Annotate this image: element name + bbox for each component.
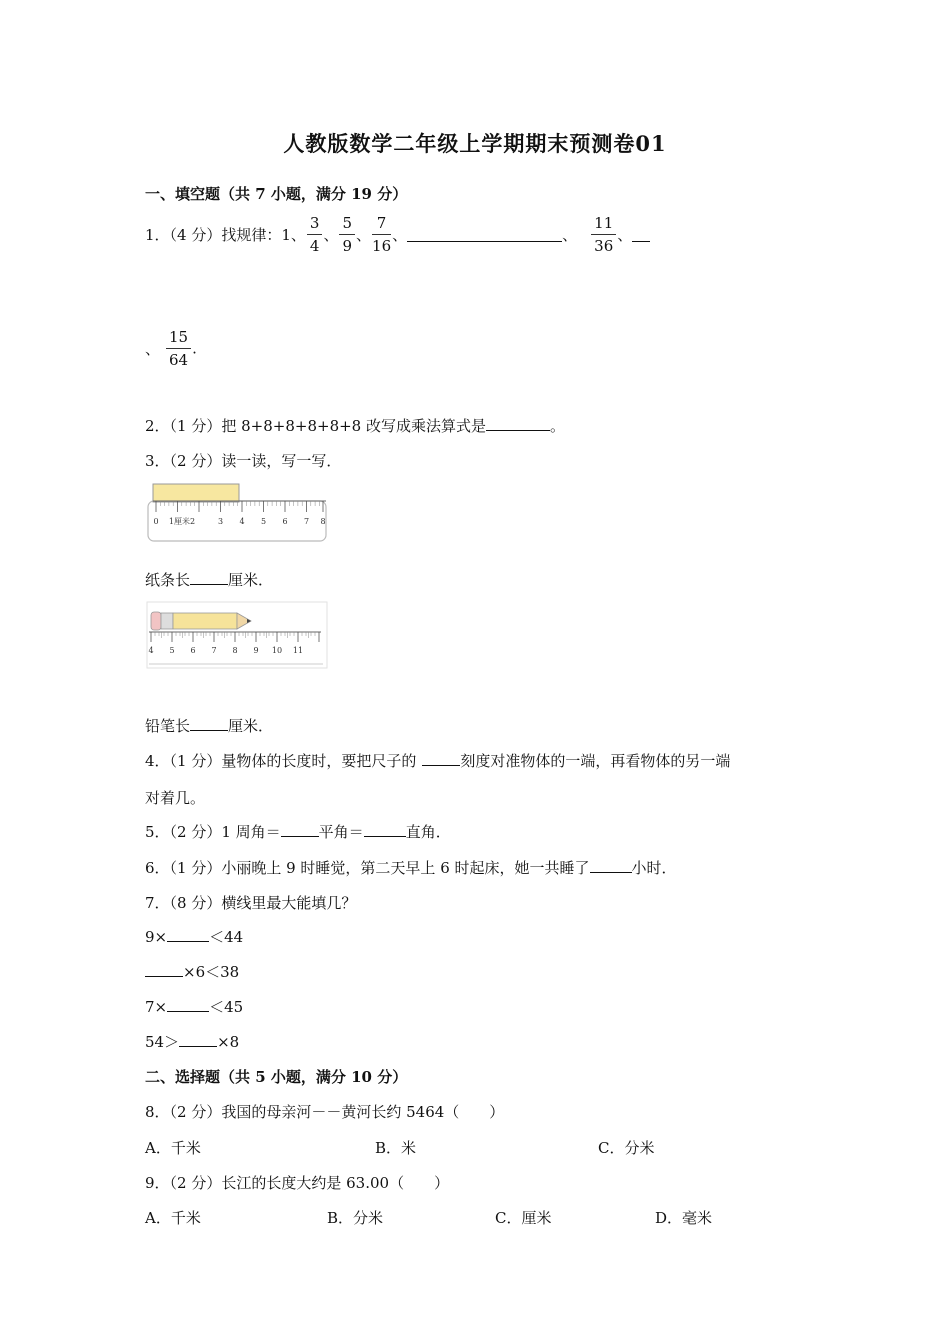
- ruler2-label: 11: [292, 646, 304, 655]
- answer-blank[interactable]: [407, 227, 562, 242]
- ruler1-label: 0: [153, 517, 159, 526]
- ruler1-label: 4: [239, 517, 245, 526]
- q7-line-4: 54＞ ×8: [145, 1033, 240, 1051]
- q8-option-c[interactable]: C．分米: [598, 1139, 655, 1157]
- question-2: 2．（1 分）把 8+8+8+8+8+8 改写成乘法算式是 。: [145, 417, 566, 435]
- answer-blank[interactable]: [590, 858, 632, 873]
- page-title: 人教版数学二年级上学期期末预测卷01: [283, 131, 667, 156]
- question-3: 3．（2 分）读一读，写一写．: [145, 452, 342, 470]
- answer-blank[interactable]: [190, 716, 228, 731]
- q8-option-b[interactable]: B．米: [375, 1139, 417, 1157]
- ruler1-label: 5: [260, 517, 267, 526]
- ruler2-label: 7: [211, 646, 217, 655]
- ruler-paper-strip-figure: [145, 478, 330, 546]
- q9-option-c[interactable]: C．厘米: [495, 1209, 552, 1227]
- ruler1-label: 1厘米2: [168, 517, 196, 526]
- ruler1-label: 7: [303, 517, 310, 526]
- question-6: 6．（1 分）小丽晚上 9 时睡觉，第二天早上 6 时起床，她一共睡了 小时．: [145, 859, 677, 877]
- question-9: 9．（2 分）长江的长度大约是 63.00（ ）: [145, 1174, 450, 1192]
- question-1: 1．（4 分）找规律：1、 $\frac{3}{4}$ 、 $\frac{5}{9}$ 、 $\frac{7}{16}$ 、 、 $\frac{11}{36}$ 、: [145, 214, 650, 255]
- ruler1-label: 6: [282, 517, 288, 526]
- q7-line-3: 7× ＜45: [145, 998, 244, 1016]
- q7-line-2: ×6＜38: [145, 961, 239, 982]
- q7-line-1: 9× ＜44: [145, 928, 244, 946]
- answer-blank[interactable]: [364, 822, 406, 837]
- q9-option-a[interactable]: A．千米: [145, 1209, 201, 1227]
- ruler2-label: 8: [232, 646, 238, 655]
- ruler1-label: 8: [320, 517, 326, 526]
- answer-blank[interactable]: [190, 570, 228, 585]
- fraction-7-16: $\frac{7}{16}$: [372, 214, 392, 255]
- answer-blank[interactable]: [167, 927, 209, 942]
- answer-blank[interactable]: [179, 1032, 217, 1047]
- question-3a: 纸条长 厘米．: [145, 571, 274, 589]
- ruler2-label: 4: [148, 646, 154, 655]
- question-5: 5．（2 分）1 周角＝ 平角＝ 直角．: [145, 823, 451, 841]
- q1-prefix: 1．（4 分）找规律：1、: [145, 226, 306, 244]
- ruler2-label: 5: [169, 646, 175, 655]
- ruler2-label: 9: [253, 646, 259, 655]
- answer-blank[interactable]: [145, 962, 183, 977]
- q9-option-d[interactable]: D．毫米: [655, 1209, 713, 1227]
- question-4: 4．（1 分）量物体的长度时，要把尺子的 刻度对准物体的一端，再看物体的另一端: [145, 752, 731, 770]
- fraction-15-64: $\frac{15}{64}$: [166, 328, 191, 369]
- question-3b: 铅笔长 厘米．: [145, 717, 274, 735]
- answer-blank[interactable]: [422, 751, 460, 766]
- question-8: 8．（2 分）我国的母亲河－－黄河长约 5464（ ）: [145, 1103, 505, 1121]
- fraction-5-9: $\frac{5}{9}$: [339, 214, 355, 255]
- ruler2-label: 10: [271, 646, 283, 655]
- q9-option-b[interactable]: B．分米: [327, 1209, 384, 1227]
- question-7: 7．（8 分）横线里最大能填几？: [145, 894, 357, 912]
- section-heading-multiple-choice: 二、选择题（共 5 小题，满分 10 分）: [145, 1068, 408, 1086]
- question-1-continued: 、 $\frac{15}{64}$ .: [145, 328, 197, 369]
- answer-blank[interactable]: [281, 822, 319, 837]
- ruler-pencil-figure: [145, 600, 330, 670]
- fraction-3-4: $\frac{3}{4}$: [307, 214, 323, 255]
- answer-blank[interactable]: [632, 227, 650, 242]
- fraction-11-36: $\frac{11}{36}$: [591, 214, 616, 255]
- ruler1-label: 3: [217, 517, 224, 526]
- ruler2-label: 6: [190, 646, 196, 655]
- q8-option-a[interactable]: A．千米: [145, 1139, 201, 1157]
- question-4-continued: 对着几。: [145, 789, 206, 807]
- section-heading-fill-blank: 一、填空题（共 7 小题，满分 19 分）: [145, 185, 408, 203]
- answer-blank[interactable]: [167, 997, 209, 1012]
- answer-blank[interactable]: [486, 416, 550, 431]
